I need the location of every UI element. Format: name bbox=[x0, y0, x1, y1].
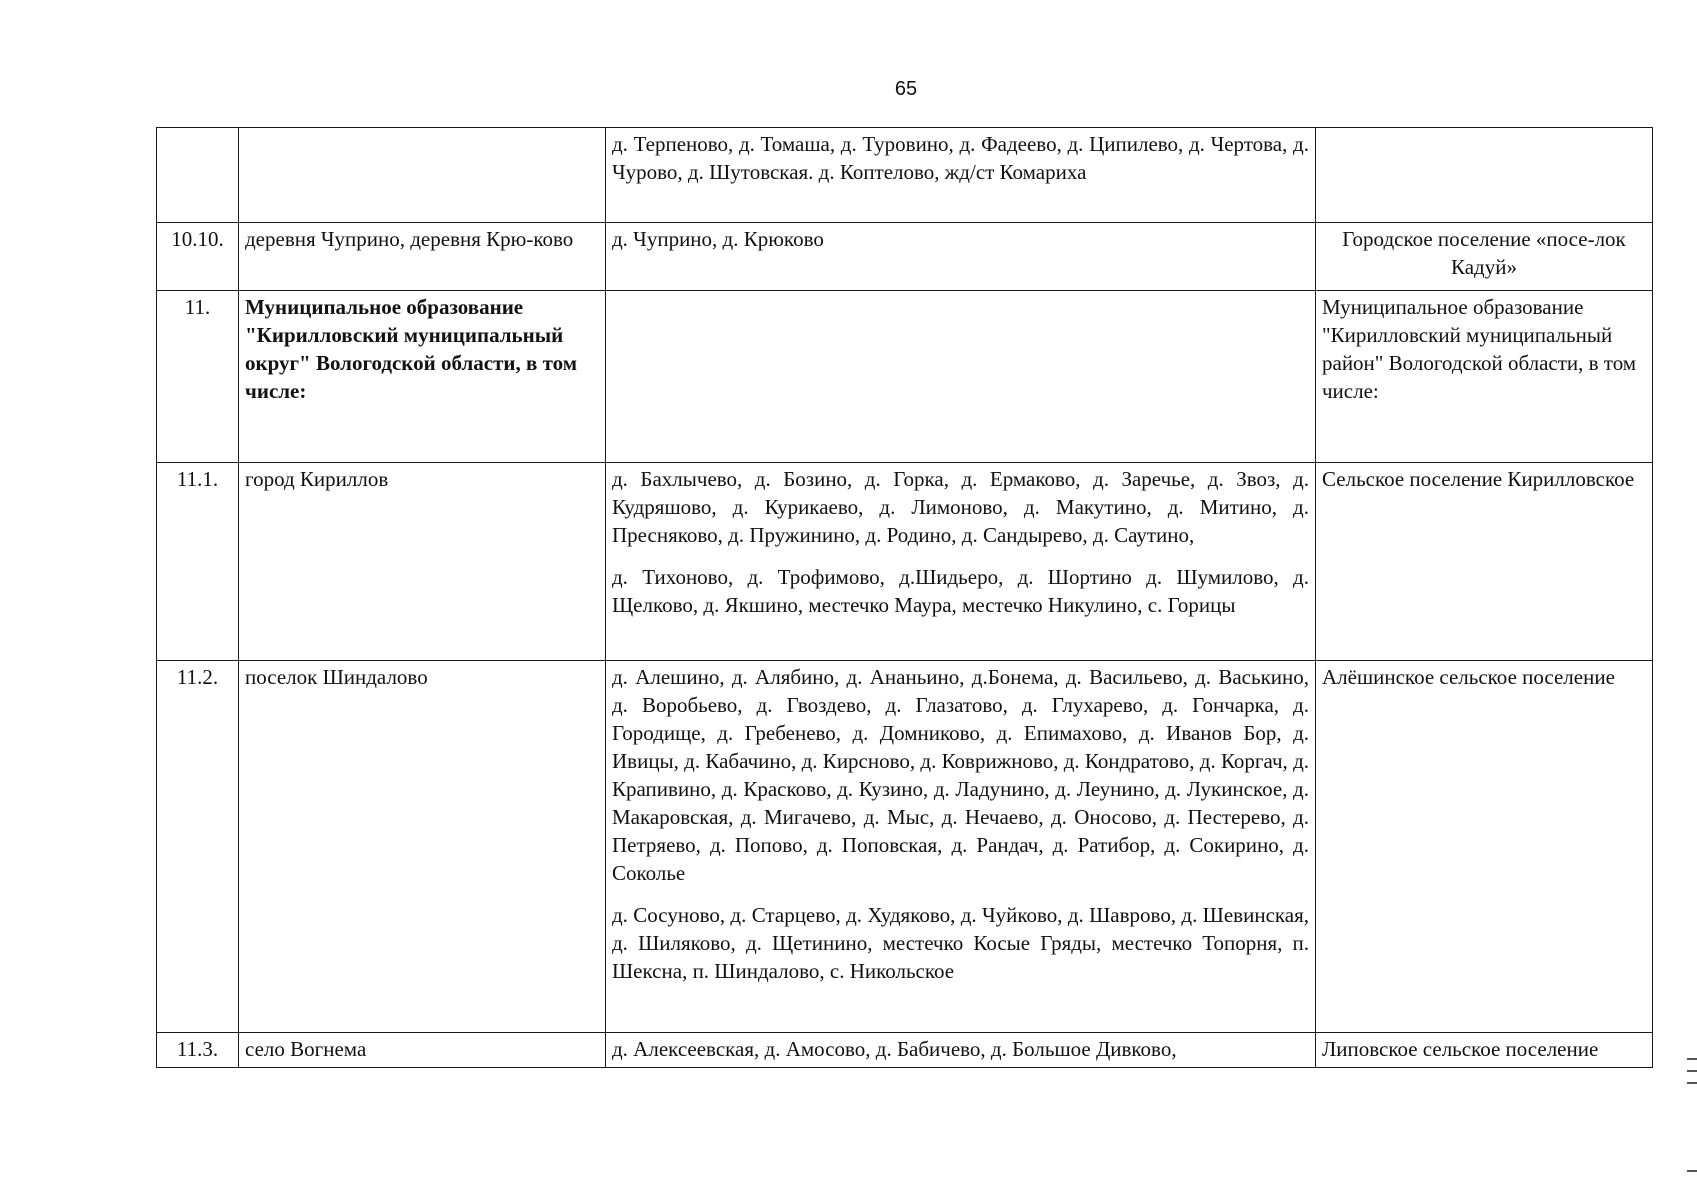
localities-cell bbox=[606, 291, 1316, 463]
margin-mark bbox=[1687, 1058, 1697, 1060]
former-municipality: Городское поселение «посе-лок Кадуй» bbox=[1316, 223, 1653, 291]
municipality-name bbox=[239, 128, 606, 223]
localities-text: д. Терпеново, д. Томаша, д. Туровино, д. Фадеево, д. Ципилево, д. Чертова, д. Чурово, д. Шутовская. д. Коптелово, жд/ст Комариха bbox=[612, 132, 1309, 184]
localities-cell bbox=[606, 661, 1316, 1033]
table-row bbox=[157, 223, 1653, 291]
row-number bbox=[157, 128, 239, 223]
row-number: 11.1. bbox=[157, 463, 239, 661]
localities-cell bbox=[606, 463, 1316, 661]
row-number: 11. bbox=[157, 291, 239, 463]
margin-mark bbox=[1687, 1170, 1697, 1172]
table-row bbox=[157, 1033, 1653, 1068]
localities-text: д. Бахлычево, д. Бозино, д. Горка, д. Ермаково, д. Заречье, д. Звоз, д. Кудряшово, д. Курикаево, д. Лимоново, д. Макутино, д. Митино, д. Пресняково, д. Пружинино, д. Родино, д. Сандырево, д. Саутино, bbox=[612, 467, 1309, 547]
row-number: 11.3. bbox=[157, 1033, 239, 1068]
municipality-name: Муниципальное образование "Кирилловский муниципальный округ" Вологодской области, в том числе: bbox=[239, 291, 606, 463]
margin-mark bbox=[1687, 1070, 1697, 1072]
table-row bbox=[157, 291, 1653, 463]
former-municipality: Муниципальное образование "Кирилловский муниципальный район" Вологодской области, в том числе: bbox=[1316, 291, 1653, 463]
municipality-name: поселок Шиндалово bbox=[239, 661, 606, 1033]
row-number: 11.2. bbox=[157, 661, 239, 1033]
localities-text: д. Тихоново, д. Трофимово, д.Шидьеро, д. Шортино д. Шумилово, д. Щелково, д. Якшино, местечко Маура, местечко Никулино, с. Горицы bbox=[612, 565, 1309, 617]
localities-cell bbox=[606, 128, 1316, 223]
row-number: 10.10. bbox=[157, 223, 239, 291]
table-row bbox=[157, 128, 1653, 223]
municipality-name: село Вогнема bbox=[239, 1033, 606, 1068]
former-municipality bbox=[1316, 128, 1653, 223]
localities-text: д. Чуприно, д. Крюково bbox=[612, 227, 824, 251]
localities-text: д. Сосуново, д. Старцево, д. Худяково, д. Чуйково, д. Шаврово, д. Шевинская, д. Шиляково, д. Щетинино, местечко Косые Гряды, местечко Топорня, п. Шексна, п. Шиндалово, с. Никольское bbox=[612, 903, 1309, 983]
margin-mark bbox=[1687, 1082, 1697, 1084]
former-municipality: Липовское сельское поселение bbox=[1316, 1033, 1653, 1068]
localities-text: д. Алексеевская, д. Амосово, д. Бабичево, д. Большое Дивково, bbox=[612, 1037, 1177, 1061]
former-municipality: Алёшинское сельское поселение bbox=[1316, 661, 1653, 1033]
localities-text: д. Алешино, д. Алябино, д. Ананьино, д.Бонема, д. Васильево, д. Васькино, д. Воробьево, д. Гвоздево, д. Глазатово, д. Глухарево, д. Гончарка, д. Городище, д. Гребенево, д. Домниково, д. Епимахово, д. Иванов Бор, д. Ивицы, д. Кабачино, д. Кирсново, д. Коврижново, д. Кондратово, д. Коргач, д. Крапивино, д. Красково, д. Кузино, д. Ладунино, д. Леунино, д. Лукинское, д. Макаровская, д. Мигачево, д. Мыс, д. Нечаево, д. Оносово, д. Пестерево, д. Петряево, д. Попово, д. Поповская, д. Рандач, д. Ратибор, д. Сокирино, д. Соколье bbox=[612, 665, 1309, 885]
settlements-table bbox=[156, 127, 1653, 1068]
localities-cell bbox=[606, 1033, 1316, 1068]
localities-cell bbox=[606, 223, 1316, 291]
page-number: 65 bbox=[894, 78, 918, 100]
former-municipality: Сельское поселение Кирилловское bbox=[1316, 463, 1653, 661]
municipality-name: город Кириллов bbox=[239, 463, 606, 661]
table-row bbox=[157, 661, 1653, 1033]
table-row bbox=[157, 463, 1653, 661]
municipality-name: деревня Чуприно, деревня Крю-ково bbox=[239, 223, 606, 291]
